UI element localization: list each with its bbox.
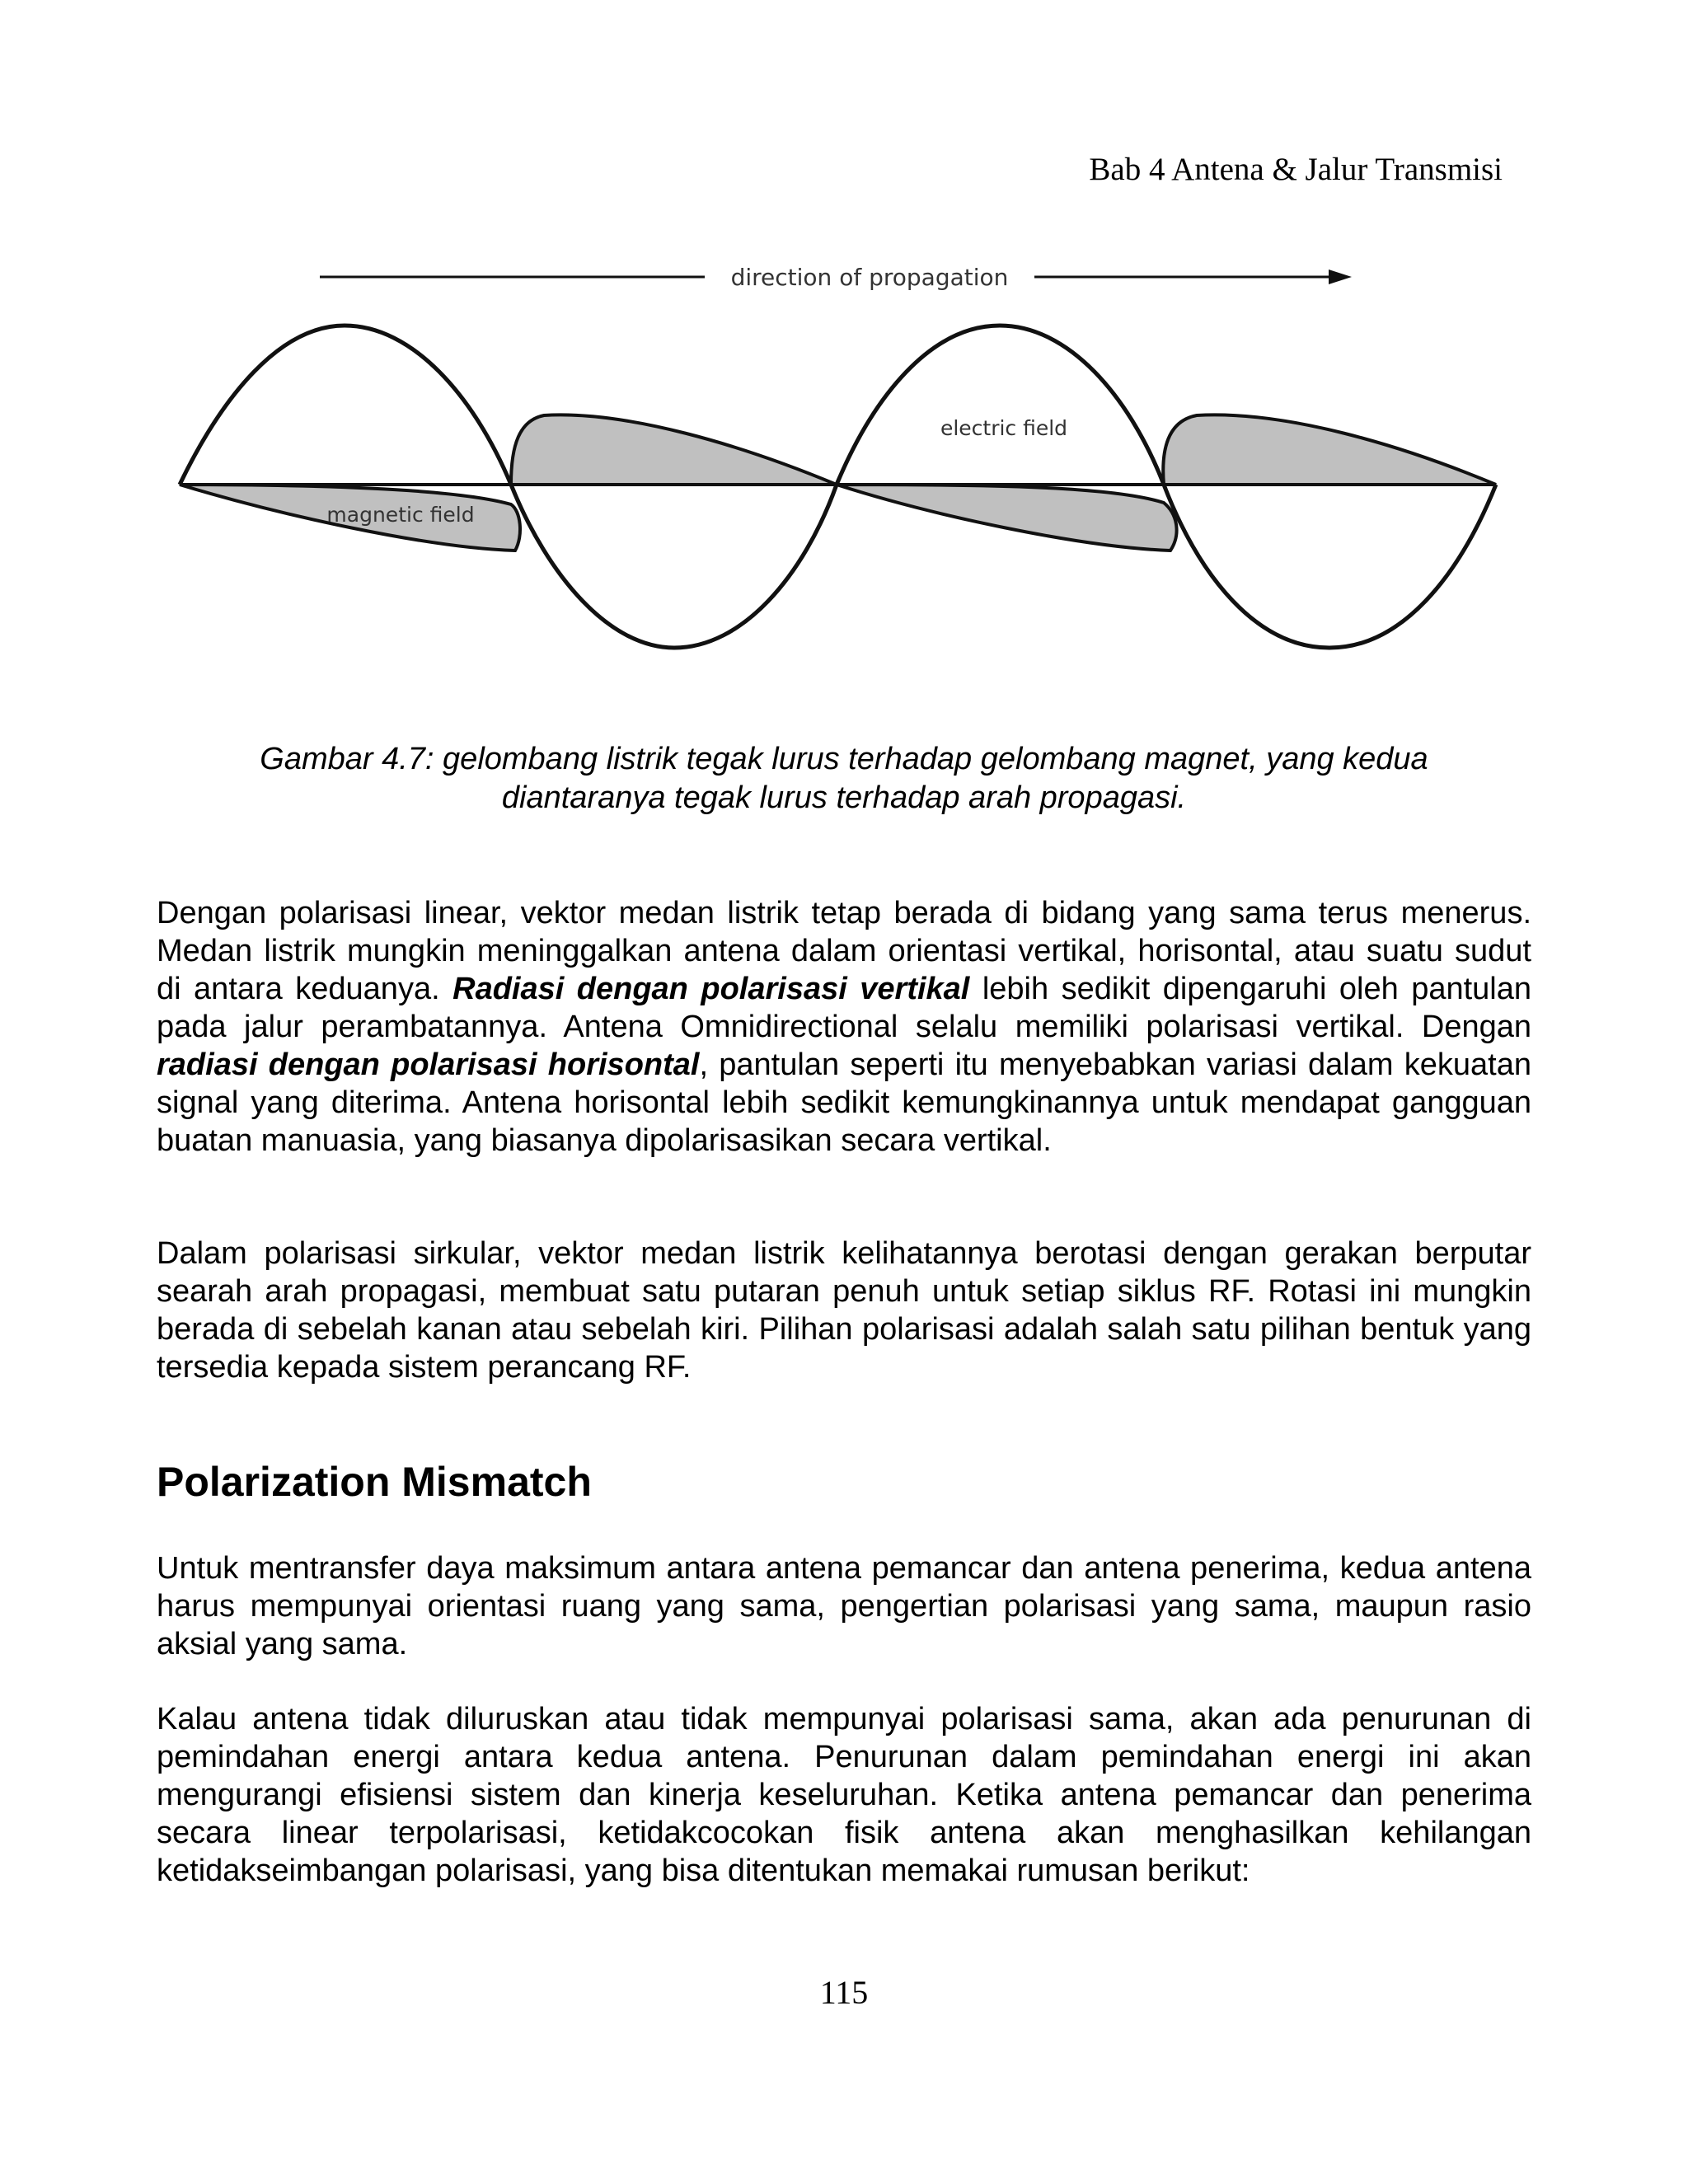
emphasis-horizontal: radiasi dengan polarisasi horisontal <box>157 1047 700 1082</box>
emphasis-vertical: Radiasi dengan polarisasi vertikal <box>452 972 970 1006</box>
page-number: 115 <box>819 1974 869 2011</box>
running-header: Bab 4 Antena & Jalur Transmisi <box>1089 152 1503 187</box>
paragraph-max-power-transfer: Untuk mentransfer daya maksimum antara antena pemancar dan antena penerima, kedua antena harus mempunyai orientasi ruang yang sama, pengertian polarisasi yang sama, maupun rasio aksial yang sama. <box>157 1551 1531 1661</box>
magnetic-lobe-2 <box>511 415 837 485</box>
caption-line-2: diantaranya tegak lurus terhadap arah propagasi. <box>501 780 1187 815</box>
paragraph-polarization-loss: Kalau antena tidak diluruskan atau tidak mempunyai polarisasi sama, akan ada penurunan di pemindahan energi antara kedua antena. Penurunan dalam pemindahan energi ini akan mengurangi efisiensi sistem dan kinerja keseluruhan. Ketika antena pemancar dan penerima secara linear terpolarisasi, ketidakcocokan fisik antena akan menghasilkan kehilangan ketidakseimbangan polarisasi, yang bisa ditentukan memakai rumusan berikut: <box>157 1702 1531 1888</box>
direction-arrow-head <box>1329 269 1352 284</box>
figure-caption <box>157 740 1531 818</box>
caption-line-1: Gambar 4.7: gelombang listrik tegak lurus terhadap gelombang magnet, yang kedua <box>260 742 1428 776</box>
direction-of-propagation-label: direction of propagation <box>730 264 1009 291</box>
section-heading: Polarization Mismatch <box>157 1459 592 1505</box>
magnetic-field-label: magnetic field <box>326 503 475 527</box>
paragraph-linear-polarization: Dengan polarisasi linear, vektor medan listrik tetap berada di bidang yang sama terus menerus. Medan listrik mungkin meninggalkan antena dalam orientasi vertikal, horisontal, atau suatu sudut di antara keduanya. Radiasi dengan polarisasi vertikal lebih sedikit dipengaruhi oleh pantulan pada jalur perambatannya. Antena Omnidirectional selalu memiliki polarisasi vertikal. Dengan radiasi dengan polarisasi horisontal, pantulan seperti itu menyebabkan variasi dalam kekuatan signal yang diterima. Antena horisontal lebih sedikit kemungkinannya untuk mendapat gangguan buatan manuasia, yang biasanya dipolarisasikan secara vertikal. <box>157 896 1531 1158</box>
paragraph-circular-polarization: Dalam polarisasi sirkular, vektor medan listrik kelihatannya berotasi dengan gerakan berputar searah arah propagasi, membuat satu putaran penuh untuk setiap siklus RF. Rotasi ini mungkin berada di sebelah kanan atau sebelah kiri. Pilihan polarisasi adalah salah satu pilihan bentuk yang tersedia kepada sistem perancang RF. <box>157 1236 1531 1385</box>
electric-field-label: electric field <box>940 416 1068 440</box>
magnetic-lobe-3 <box>837 485 1177 551</box>
wave-figure <box>0 0 1688 717</box>
magnetic-lobe-4 <box>1163 415 1496 485</box>
electric-field-wave <box>180 326 1496 648</box>
